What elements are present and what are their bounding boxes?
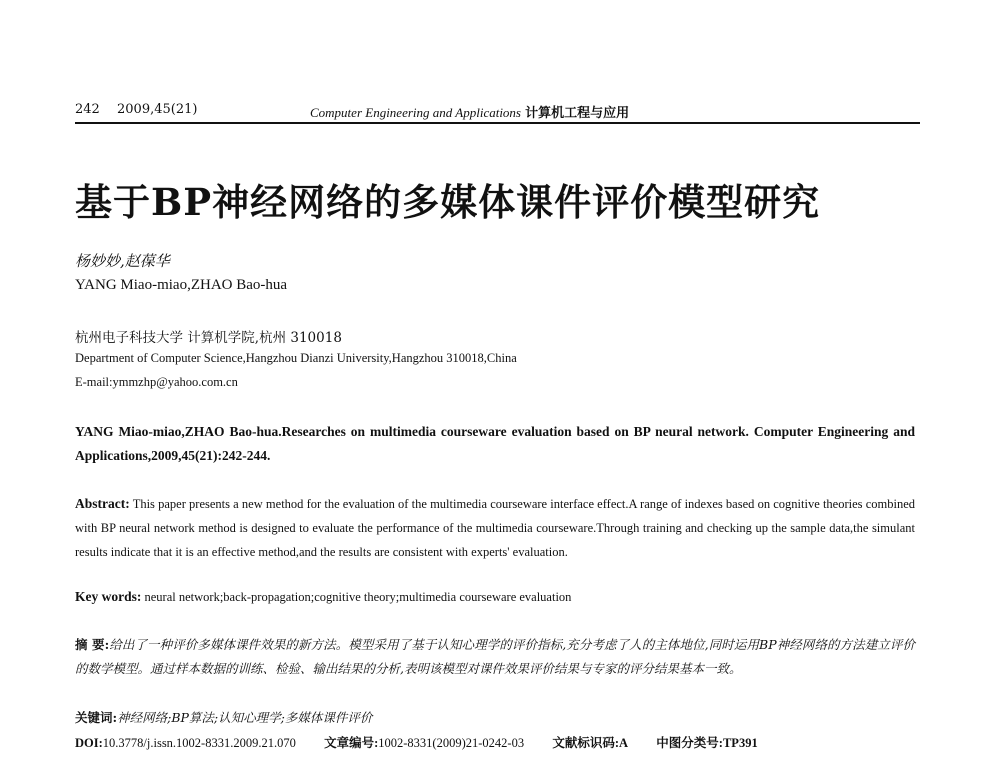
authors-cn: 杨妙妙,赵葆华 [75,252,170,270]
clc-label: 中图分类号: [656,736,723,750]
journal-name-cn: 计算机工程与应用 [525,106,630,121]
volume-issue: 2009,45(21) [117,102,198,117]
keywords-cn-text: 神经网络;BP算法;认知心理学;多媒体课件评价 [117,710,373,725]
abstract-en [75,492,915,564]
abstract-cn-label: 摘 要: [75,637,110,652]
authors-en: YANG Miao-miao,ZHAO Bao-hua [75,277,288,293]
running-header [75,100,920,124]
doi-label: DOI: [75,736,103,750]
document-code-label: 文献标识码: [552,736,620,750]
citation: YANG Miao-miao,ZHAO Bao-hua.Researches on multimedia courseware evaluation based on BP neural network. Computer Engineering and Applications,2009,45(21):242-244. [75,424,915,463]
clc-value: TP391 [722,736,758,750]
journal-name-en: Computer Engineering and Applications [310,105,521,120]
affiliation-en: Department of Computer Science,Hangzhou Dianzi University,Hangzhou 310018,China [75,351,517,365]
author-email: E-mail:ymmzhp@yahoo.com.cn [75,375,238,389]
abstract-text: This paper presents a new method for the evaluation of the multimedia courseware interface effect.A range of indexes based on cognitive theories combined with BP neural network method is designed to evaluate the performance of the multimedia courseware.Through training and checking up the sample data,the simulant results indicate that it is an effective method,and the results are consistent with experts' evaluation. [75,497,915,559]
keywords-en [75,589,915,605]
keywords-label: Key words: [75,589,142,604]
keywords-cn-label: 关键词: [75,710,118,725]
article-number-label: 文章编号: [324,736,379,750]
identifiers [75,733,935,751]
doi-value: 10.3778/j.issn.1002-8331.2009.21.070 [102,736,296,750]
document-code-value: A [619,736,629,750]
abstract-cn [75,633,915,681]
affiliation-cn: 杭州电子科技大学 计算机学院,杭州 310018 [75,330,342,346]
keywords-cn [75,708,915,726]
keywords-text: neural network;back-propagation;cognitive theory;multimedia courseware evaluation [144,590,572,604]
paper-title: 基于BP神经网络的多媒体课件评价模型研究 [75,180,821,224]
abstract-label: Abstract: [75,496,130,511]
article-number-value: 1002-8331(2009)21-0242-03 [378,736,525,750]
page-number: 242 [75,102,100,117]
abstract-cn-text: 给出了一种评价多媒体课件效果的新方法。模型采用了基于认知心理学的评价指标,充分考虑了人的主体地位,同时运用BP神经网络的方法建立评价的数学模型。通过样本数据的训练、检验、输出结果的分析,表明该模型对课件效果评价结果与专家的评分结果基本一致。 [75,637,916,676]
journal-name [310,102,629,121]
